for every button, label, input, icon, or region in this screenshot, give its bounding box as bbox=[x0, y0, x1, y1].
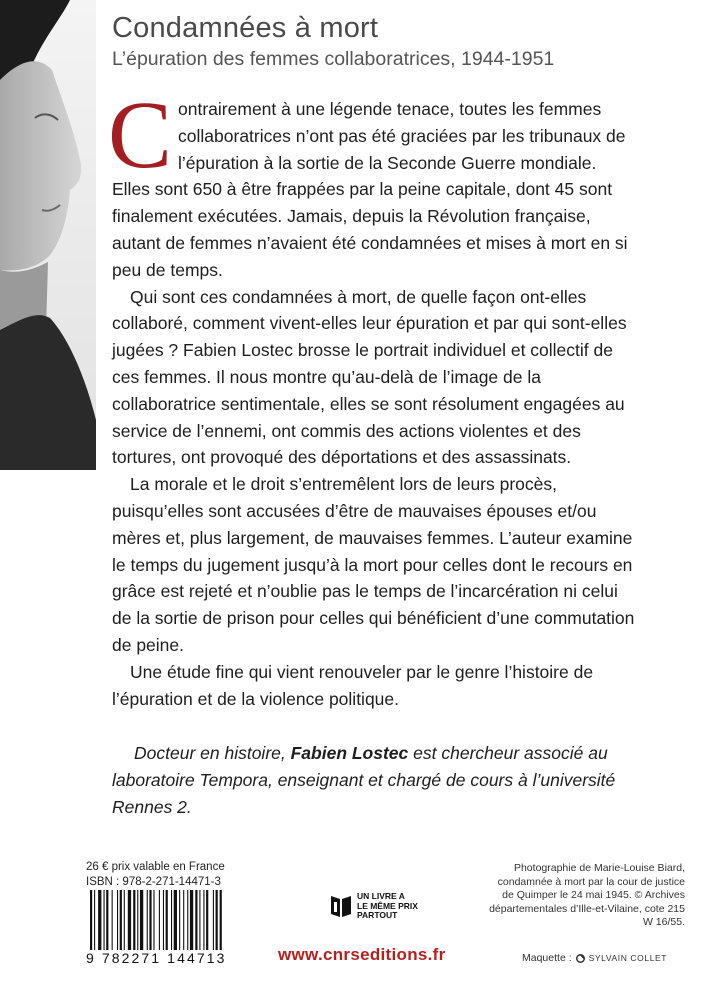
barcode-bar bbox=[133, 890, 135, 950]
author-bio-intro: Docteur en histoire, bbox=[134, 743, 291, 763]
barcode-bar bbox=[124, 890, 125, 950]
drop-cap: C bbox=[108, 81, 173, 188]
badge-line-3: PARTOUT bbox=[357, 910, 398, 920]
barcode-bar bbox=[199, 890, 200, 950]
book-logo-icon bbox=[330, 894, 352, 918]
author-bio bbox=[112, 740, 632, 821]
barcode-bar bbox=[183, 890, 184, 950]
barcode-bar bbox=[216, 890, 218, 950]
design-credit bbox=[522, 952, 667, 964]
barcode-bar bbox=[166, 890, 168, 950]
barcode-bar bbox=[90, 890, 92, 950]
barcode-bar bbox=[190, 890, 193, 950]
publisher-website: www.cnrseditions.fr bbox=[278, 945, 446, 964]
barcode-bar bbox=[220, 890, 222, 950]
barcode-bar bbox=[153, 890, 154, 950]
barcode-bar bbox=[137, 890, 138, 950]
price-info bbox=[86, 860, 225, 890]
barcode bbox=[88, 890, 268, 950]
maquette-name: SYLVAIN COLLET bbox=[588, 953, 668, 963]
barcode-bar bbox=[128, 890, 131, 950]
barcode-bar bbox=[195, 890, 197, 950]
price-line: 26 € prix valable en France bbox=[86, 861, 225, 873]
barcode-bar bbox=[117, 890, 118, 950]
barcode-bar bbox=[140, 890, 143, 950]
barcode-bar bbox=[94, 890, 95, 950]
book-subtitle: L’épuration des femmes collaboratrices, 1944-1951 bbox=[112, 48, 555, 70]
barcode-bar bbox=[206, 890, 208, 950]
maquette-label: Maquette : bbox=[522, 952, 572, 964]
synopsis-paragraph-1-text: ontrairement à une légende tenace, toutes les femmes collaboratrices n’ont pas été graciées par les tribunaux de l’épuration à la sortie de la Seconde Guerre mondiale. Elles sont 650 à être frappées par la peine capitale, dont 45 sont finalement exécutées. Jamais, depuis la Révolution française, autant de femmes n’avaient été condamnées et mises à mort en si peu de temps. bbox=[112, 99, 628, 280]
photo-credit: Photographie de Marie-Louise Biard, condamnée à mort par la cour de justice de Quimper le 24 mai 1945. © Archives départementales d’Ille-et-Vilaine, cote 215 W 16/55. bbox=[489, 862, 685, 928]
barcode-bar bbox=[163, 890, 164, 950]
barcode-bar bbox=[120, 890, 122, 950]
barcode-bar bbox=[203, 890, 204, 950]
synopsis bbox=[108, 81, 637, 712]
barcode-bar bbox=[187, 890, 188, 950]
barcode-digits: 9 782271 144713 bbox=[86, 950, 227, 966]
sylvain-collet-logo-icon bbox=[576, 954, 585, 963]
barcode-bar bbox=[179, 890, 180, 950]
badge-line-2: LE MÊME PRIX bbox=[357, 900, 418, 911]
author-name: Fabien Lostec bbox=[290, 743, 409, 763]
isbn-line: ISBN : 978-2-271-14471-3 bbox=[86, 876, 221, 888]
synopsis-paragraph-1 bbox=[108, 81, 637, 284]
barcode-bar bbox=[112, 890, 113, 950]
badge-line-1: UN LIVRE A bbox=[357, 891, 405, 901]
prix-unique-badge bbox=[330, 892, 418, 921]
barcode-bar bbox=[159, 890, 160, 950]
synopsis-paragraph-3: La morale et le droit s’entremêlent lors de leurs procès, puisqu’elles sont accusées d’être de mauvaises épouses et/ou mères et, plus largement, de mauvaises femmes. L’auteur examine le temps du jugement jusqu’à la mort pour celles dont le recours en grâce est rejeté et n’oublie pas le temps de l’incarcération ni celui de la sortie de prison pour celles qui bénéficient d’une commutation de peine. bbox=[112, 474, 635, 655]
cover-photo bbox=[0, 0, 96, 470]
barcode-bar bbox=[149, 890, 151, 950]
barcode-bar bbox=[147, 890, 148, 950]
book-title: Condamnées à mort bbox=[112, 12, 379, 44]
barcode-bar bbox=[174, 890, 177, 950]
author-bio-rest: est chercheur associé au laboratoire Tempora, enseignant et chargé de cours à l’université Rennes 2. bbox=[112, 743, 616, 817]
barcode-bar bbox=[104, 890, 105, 950]
barcode-bar bbox=[106, 890, 108, 950]
barcode-bar bbox=[213, 890, 214, 950]
barcode-bar bbox=[98, 890, 101, 950]
barcode-bar bbox=[171, 890, 172, 950]
synopsis-paragraph-4: Une étude fine qui vient renouveler par le genre l’histoire de l’épuration et de la violence politique. bbox=[112, 661, 594, 709]
synopsis-paragraph-2: Qui sont ces condamnées à mort, de quelle façon ont-elles collaboré, comment vivent-elles leur épuration et par qui sont-elles jugées ? Fabien Lostec brosse le portrait individuel et collectif de ces femmes. Il nous montre qu’au-delà de l’image de la collaboratrice sentimentale, elles se sont résolument engagées au service de l’ennemi, ont commis des actions violentes et des tortures, ont provoqué des déportations et des assassinats. bbox=[112, 286, 627, 468]
